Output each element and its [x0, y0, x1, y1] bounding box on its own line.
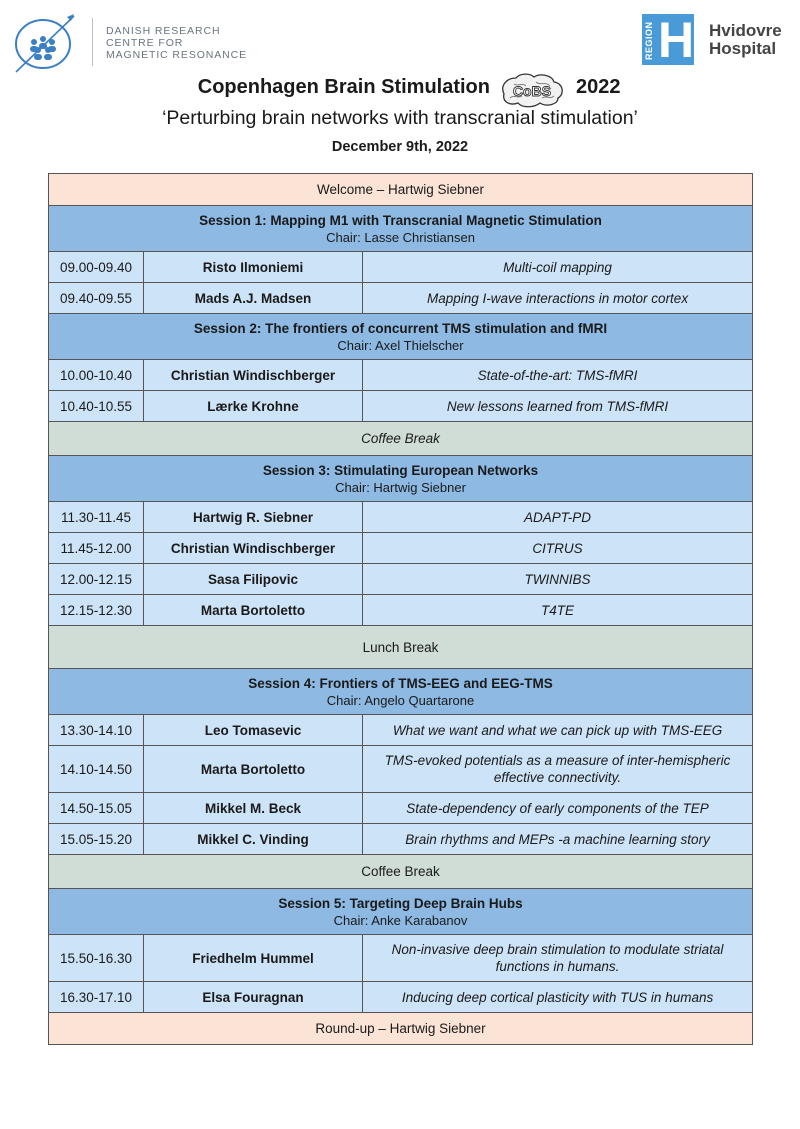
- talk-time: 15.50-16.30: [49, 935, 144, 982]
- session-row: [49, 669, 753, 715]
- session-row: [49, 314, 753, 360]
- talk-speaker: Risto Ilmoniemi: [144, 252, 363, 283]
- drcmr-logo-icon: [12, 12, 78, 74]
- talk-title: Multi-coil mapping: [363, 252, 753, 283]
- talk-speaker: Leo Tomasevic: [144, 715, 363, 746]
- session-row: [49, 889, 753, 935]
- talk-title: CITRUS: [363, 533, 753, 564]
- talk-time: 09.40-09.55: [49, 283, 144, 314]
- talk-title: New lessons learned from TMS-fMRI: [363, 391, 753, 422]
- session-title: Session 1: Mapping M1 with Transcranial Magnetic Stimulation: [199, 212, 602, 228]
- talk-title: State-of-the-art: TMS-fMRI: [363, 360, 753, 391]
- table-row: [49, 793, 753, 824]
- conference-title: [0, 72, 800, 106]
- talk-time: 14.10-14.50: [49, 746, 144, 793]
- talk-title: Non-invasive deep brain stimulation to modulate striatal functions in humans.: [363, 935, 753, 982]
- talk-title: ADAPT-PD: [363, 502, 753, 533]
- session-title: Session 4: Frontiers of TMS-EEG and EEG-TMS: [248, 675, 553, 691]
- talk-time: 14.50-15.05: [49, 793, 144, 824]
- talk-time: 09.00-09.40: [49, 252, 144, 283]
- table-row: [49, 252, 753, 283]
- coffee-break-cell: Coffee Break: [49, 422, 753, 456]
- talk-title: TMS-evoked potentials as a measure of inter-hemispheric effective connectivity.: [363, 746, 753, 793]
- talk-title: Brain rhythms and MEPs -a machine learning story: [363, 824, 753, 855]
- table-row: [49, 502, 753, 533]
- break-row: [49, 626, 753, 669]
- program-table: [48, 173, 753, 1045]
- table-row: [49, 360, 753, 391]
- table-row: [49, 595, 753, 626]
- talk-speaker: Christian Windischberger: [144, 533, 363, 564]
- title-year: 2022: [576, 76, 621, 98]
- talk-time: 11.45-12.00: [49, 533, 144, 564]
- table-row: [49, 746, 753, 793]
- svg-text:CoBS: CoBS: [512, 83, 552, 99]
- talk-speaker: Elsa Fouragnan: [144, 982, 363, 1013]
- region-word: REGION: [644, 21, 654, 61]
- session-chair: Chair: Lasse Christiansen: [326, 229, 475, 245]
- lunch-break-cell: Lunch Break: [49, 626, 753, 669]
- event-date: December 9th, 2022: [331, 139, 469, 155]
- drcmr-name: DANISH RESEARCH CENTRE FOR MAGNETIC RESONANCE: [106, 25, 248, 61]
- session-header: [49, 669, 753, 715]
- break-row: [49, 422, 753, 456]
- roundup-row: [49, 1013, 753, 1045]
- talk-speaker: Mikkel C. Vinding: [144, 824, 363, 855]
- talk-time: 10.00-10.40: [49, 360, 144, 391]
- session-header: [49, 314, 753, 360]
- talk-title: Inducing deep cortical plasticity with TUS in humans: [363, 982, 753, 1013]
- talk-time: 12.00-12.15: [49, 564, 144, 595]
- talk-time: 12.15-12.30: [49, 595, 144, 626]
- session-title: Session 2: The frontiers of concurrent TMS stimulation and fMRI: [193, 320, 608, 336]
- talk-speaker: Hartwig R. Siebner: [144, 502, 363, 533]
- session-row: [49, 206, 753, 252]
- session-title: Session 5: Targeting Deep Brain Hubs: [278, 895, 523, 911]
- session-header: [49, 206, 753, 252]
- talk-title: Mapping I-wave interactions in motor cortex: [363, 283, 753, 314]
- talk-speaker: Mads A.J. Madsen: [144, 283, 363, 314]
- session-row: [49, 456, 753, 502]
- coffee-break-cell: Coffee Break: [49, 855, 753, 889]
- table-row: [49, 715, 753, 746]
- talk-time: 10.40-10.55: [49, 391, 144, 422]
- table-row: [49, 935, 753, 982]
- talk-time: 13.30-14.10: [49, 715, 144, 746]
- talk-speaker: Christian Windischberger: [144, 360, 363, 391]
- talk-time: 11.30-11.45: [49, 502, 144, 533]
- talk-title: What we want and what we can pick up with TMS-EEG: [363, 715, 753, 746]
- session-title: Session 3: Stimulating European Networks: [262, 462, 539, 478]
- title-text: Copenhagen Brain Stimulation: [197, 76, 490, 98]
- talk-title: State-dependency of early components of the TEP: [363, 793, 753, 824]
- table-row: [49, 564, 753, 595]
- talk-time: 16.30-17.10: [49, 982, 144, 1013]
- table-row: [49, 391, 753, 422]
- page-header: [0, 0, 800, 170]
- session-chair: Chair: Axel Thielscher: [337, 337, 464, 353]
- session-chair: Chair: Anke Karabanov: [333, 912, 468, 928]
- roundup-cell: Round-up – Hartwig Siebner: [49, 1013, 753, 1045]
- table-row: [49, 982, 753, 1013]
- session-header: [49, 889, 753, 935]
- subtitle: ‘Perturbing brain networks with transcranial stimulation’: [162, 107, 638, 129]
- welcome-row: [49, 174, 753, 206]
- session-chair: Chair: Hartwig Siebner: [335, 479, 466, 495]
- hospital-name: Hvidovre Hospital: [709, 21, 782, 58]
- talk-speaker: Mikkel M. Beck: [144, 793, 363, 824]
- talk-speaker: Marta Bortoletto: [144, 595, 363, 626]
- talk-title: TWINNIBS: [363, 564, 753, 595]
- talk-speaker: Friedhelm Hummel: [144, 935, 363, 982]
- welcome-cell: Welcome – Hartwig Siebner: [49, 174, 753, 206]
- talk-speaker: Lærke Krohne: [144, 391, 363, 422]
- region-letter: H: [658, 12, 695, 68]
- table-row: [49, 824, 753, 855]
- talk-speaker: Sasa Filipovic: [144, 564, 363, 595]
- table-row: [49, 283, 753, 314]
- talk-time: 15.05-15.20: [49, 824, 144, 855]
- break-row: [49, 855, 753, 889]
- talk-speaker: Marta Bortoletto: [144, 746, 363, 793]
- cobs-brain-logo-icon: [496, 72, 568, 110]
- logo-divider: [92, 18, 93, 66]
- session-header: [49, 456, 753, 502]
- talk-title: T4TE: [363, 595, 753, 626]
- table-row: [49, 533, 753, 564]
- session-chair: Chair: Angelo Quartarone: [326, 692, 475, 708]
